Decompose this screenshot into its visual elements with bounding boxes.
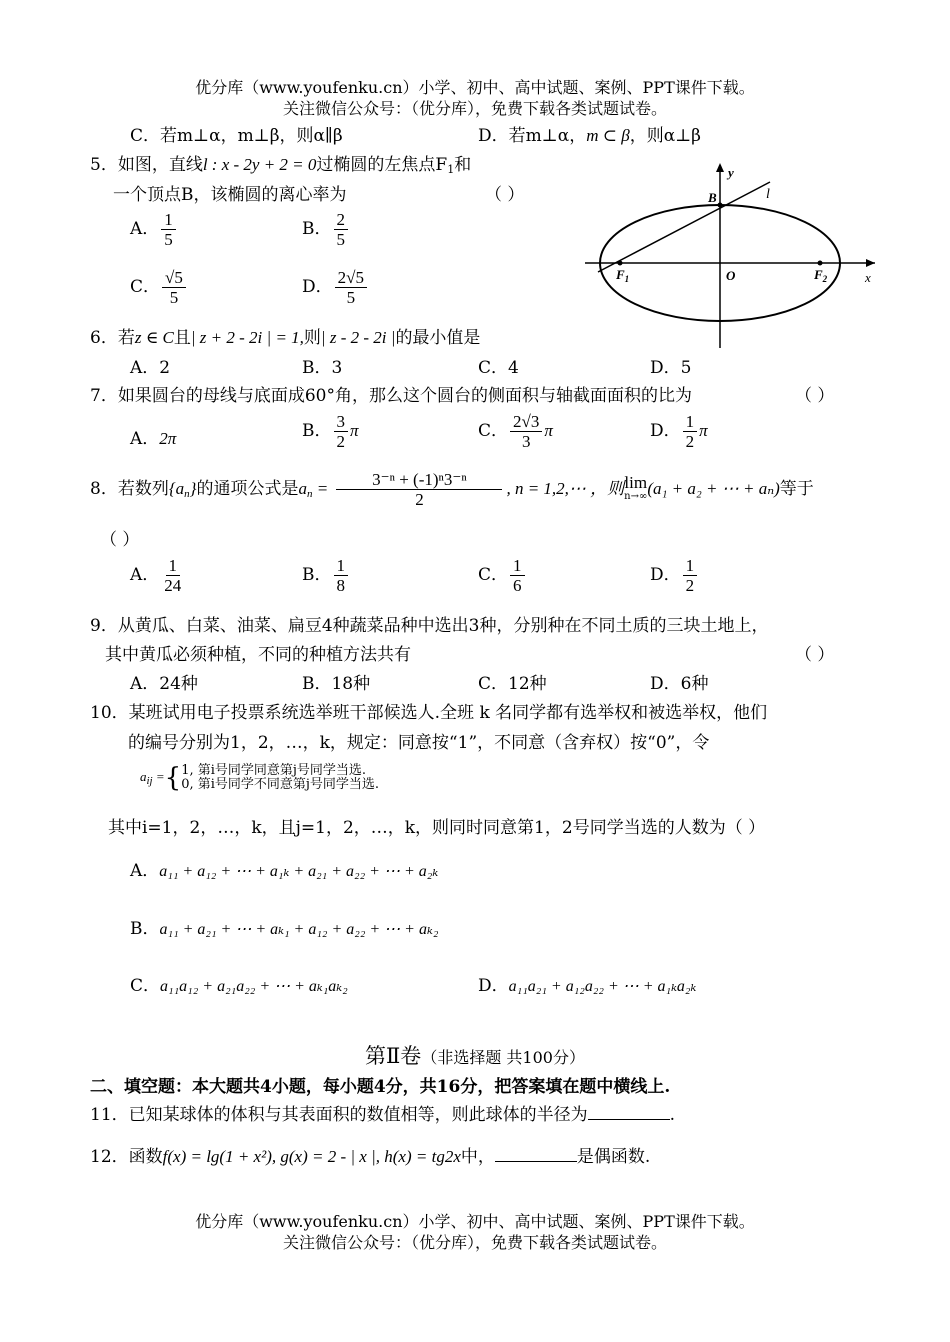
label-b: B (708, 190, 717, 205)
q5-line-2: 一个顶点B，该椭圆的离心率为 (113, 185, 347, 205)
q5-option-c: C． $\frac{√5}{5}$ (130, 268, 188, 307)
q9-option-c: C．12种 (478, 674, 547, 694)
q10-line-2: 的编号分别为1，2，…，k，规定：同意按“1”，不同意（含弃权）按“0”，令 (128, 733, 710, 753)
part-2-heading: 第Ⅱ卷（非选择题 共100分） (365, 1044, 585, 1068)
q11-blank[interactable] (588, 1105, 670, 1120)
q10-option-d: D．a₁₁a₂₁ + a₁₂a₂₂ + ⋯ + a₁ₖa₂ₖ (478, 976, 697, 996)
q7-option-b: B． $\frac{3}{2}$ π (302, 412, 359, 451)
q5-answer-paren: （ ） (485, 185, 525, 205)
q7-option-a: A．2π (130, 429, 177, 449)
q10-line-1: 10．某班试用电子投票系统选举班干部候选人.全班 k 名同学都有选举权和被选举权，他们 (90, 703, 768, 723)
q8-stem: 8．若数列$\{a_n\}$的通项公式是$a_n$ = $\frac{\text{3⁻ⁿ + (-1)ⁿ3⁻ⁿ}}{2}$ , n = 1,2,⋯ ，则 lim n→∞ (a₁ + a₂ + ⋯ + aₙ)等于 (90, 470, 814, 509)
label-l: l (766, 187, 770, 202)
q8-option-c: C． $\frac{1}{6}$ (478, 556, 527, 595)
q8-answer-paren: （ ） (100, 530, 140, 550)
q7-option-c: C． $\frac{2√3}{3}$ π (478, 412, 553, 451)
q5-option-a: A． $\frac{1}{5}$ (130, 210, 178, 249)
q9-option-d: D．6种 (650, 674, 709, 694)
footer-line-2: 关注微信公众号：（优分库），免费下载各类试题试卷。 (282, 1233, 667, 1252)
q9-line-1: 9．从黄瓜、白菜、油菜、扁豆4种蔬菜品种中选出3种，分别种在不同土质的三块土地上， (90, 616, 769, 636)
q7-option-d: D． $\frac{1}{2}$ π (650, 412, 708, 451)
q11-stem: 11．已知某球体的体积与其表面积的数值相等，则此球体的半径为 . (90, 1105, 676, 1125)
point-b (718, 203, 723, 208)
label-f1: $F_1$ (616, 267, 630, 284)
q8-option-a: A． $\frac{1}{24}$ (130, 556, 182, 595)
q9-option-b: B．18种 (302, 674, 371, 694)
q10-definition: $a_{ij}$ ={ 1, 第i号同学同意第j号同学当选. 0, 第i号同学不同意第j号同学当选. (140, 763, 380, 793)
q8-option-b: B． $\frac{1}{8}$ (302, 556, 350, 595)
q5-option-b: B． $\frac{2}{5}$ (302, 210, 350, 249)
label-f2: $F_2$ (814, 267, 828, 284)
q10-line-3: 其中i=1，2，…，k，且j=1，2，…，k，则同时同意第1，2号同学当选的人数为（ ） (108, 818, 766, 838)
q9-answer-paren: （ ） (795, 645, 835, 665)
q7-stem: 7．如果圆台的母线与底面成60°角，那么这个圆台的侧面积与轴截面面积的比为 (90, 386, 692, 406)
label-o: O (726, 268, 736, 283)
q12-stem: 12．函数f(x) = lg(1 + x²), g(x) = 2 - | x |, h(x) = tg2x中， 是偶函数. (90, 1147, 651, 1167)
q12-blank[interactable] (495, 1147, 577, 1162)
q8-option-d: D． $\frac{1}{2}$ (650, 556, 699, 595)
label-x: x (865, 270, 871, 285)
header-line-2: 关注微信公众号：（优分库），免费下载各类试题试卷。 (282, 99, 667, 118)
line-l (598, 182, 770, 272)
y-axis-arrow-icon (716, 163, 724, 172)
x-axis-arrow-icon (866, 259, 875, 267)
label-y: y (728, 165, 734, 180)
footer-line-1: 优分库（www.youfenku.cn）小学、初中、高中试题、案例、PPT课件下载。 (195, 1212, 755, 1231)
fill-in-section-title: 二、填空题：本大题共4小题，每小题4分，共16分，把答案填在题中横线上. (90, 1077, 671, 1097)
q4-option-c: C．若m⊥α，m⊥β，则α∥β (130, 126, 343, 146)
q5-line-1: 5．如图，直线l : x - 2y + 2 = 0过椭圆的左焦点$F_1$和 (90, 155, 472, 176)
q10-option-c: C．a₁₁a₁₂ + a₂₁a₂₂ + ⋯ + aₖ₁aₖ₂ (130, 976, 348, 996)
q6-option-a: A．2 (130, 358, 171, 378)
q10-option-a: A．a₁₁ + a₁₂ + ⋯ + a₁ₖ + a₂₁ + a₂₂ + ⋯ + a₂ₖ (130, 861, 439, 881)
header-line-1: 优分库（www.youfenku.cn）小学、初中、高中试题、案例、PPT课件下载。 (195, 78, 755, 97)
q6-stem: 6．若z ∈ C且| z + 2 - 2i | = 1,则| z - 2 - 2i |的最小值是 (90, 328, 481, 348)
q6-option-b: B．3 (302, 358, 343, 378)
q10-option-b: B．a₁₁ + a₂₁ + ⋯ + aₖ₁ + a₁₂ + a₂₂ + ⋯ + aₖ₂ (130, 919, 439, 939)
q6-option-c: C．4 (478, 358, 519, 378)
point-f2 (818, 261, 823, 266)
point-f1 (618, 261, 623, 266)
q7-answer-paren: （ ） (795, 386, 835, 406)
q6-option-d: D．5 (650, 358, 692, 378)
q4-option-d: D．若m⊥α，m ⊂ β，则α⊥β (478, 126, 702, 146)
q9-line-2: 其中黄瓜必须种植，不同的种植方法共有 (105, 645, 411, 665)
ellipse-figure (580, 160, 880, 350)
q9-option-a: A．24种 (130, 674, 198, 694)
q5-option-d: D． $\frac{2√5}{5}$ (302, 268, 369, 307)
